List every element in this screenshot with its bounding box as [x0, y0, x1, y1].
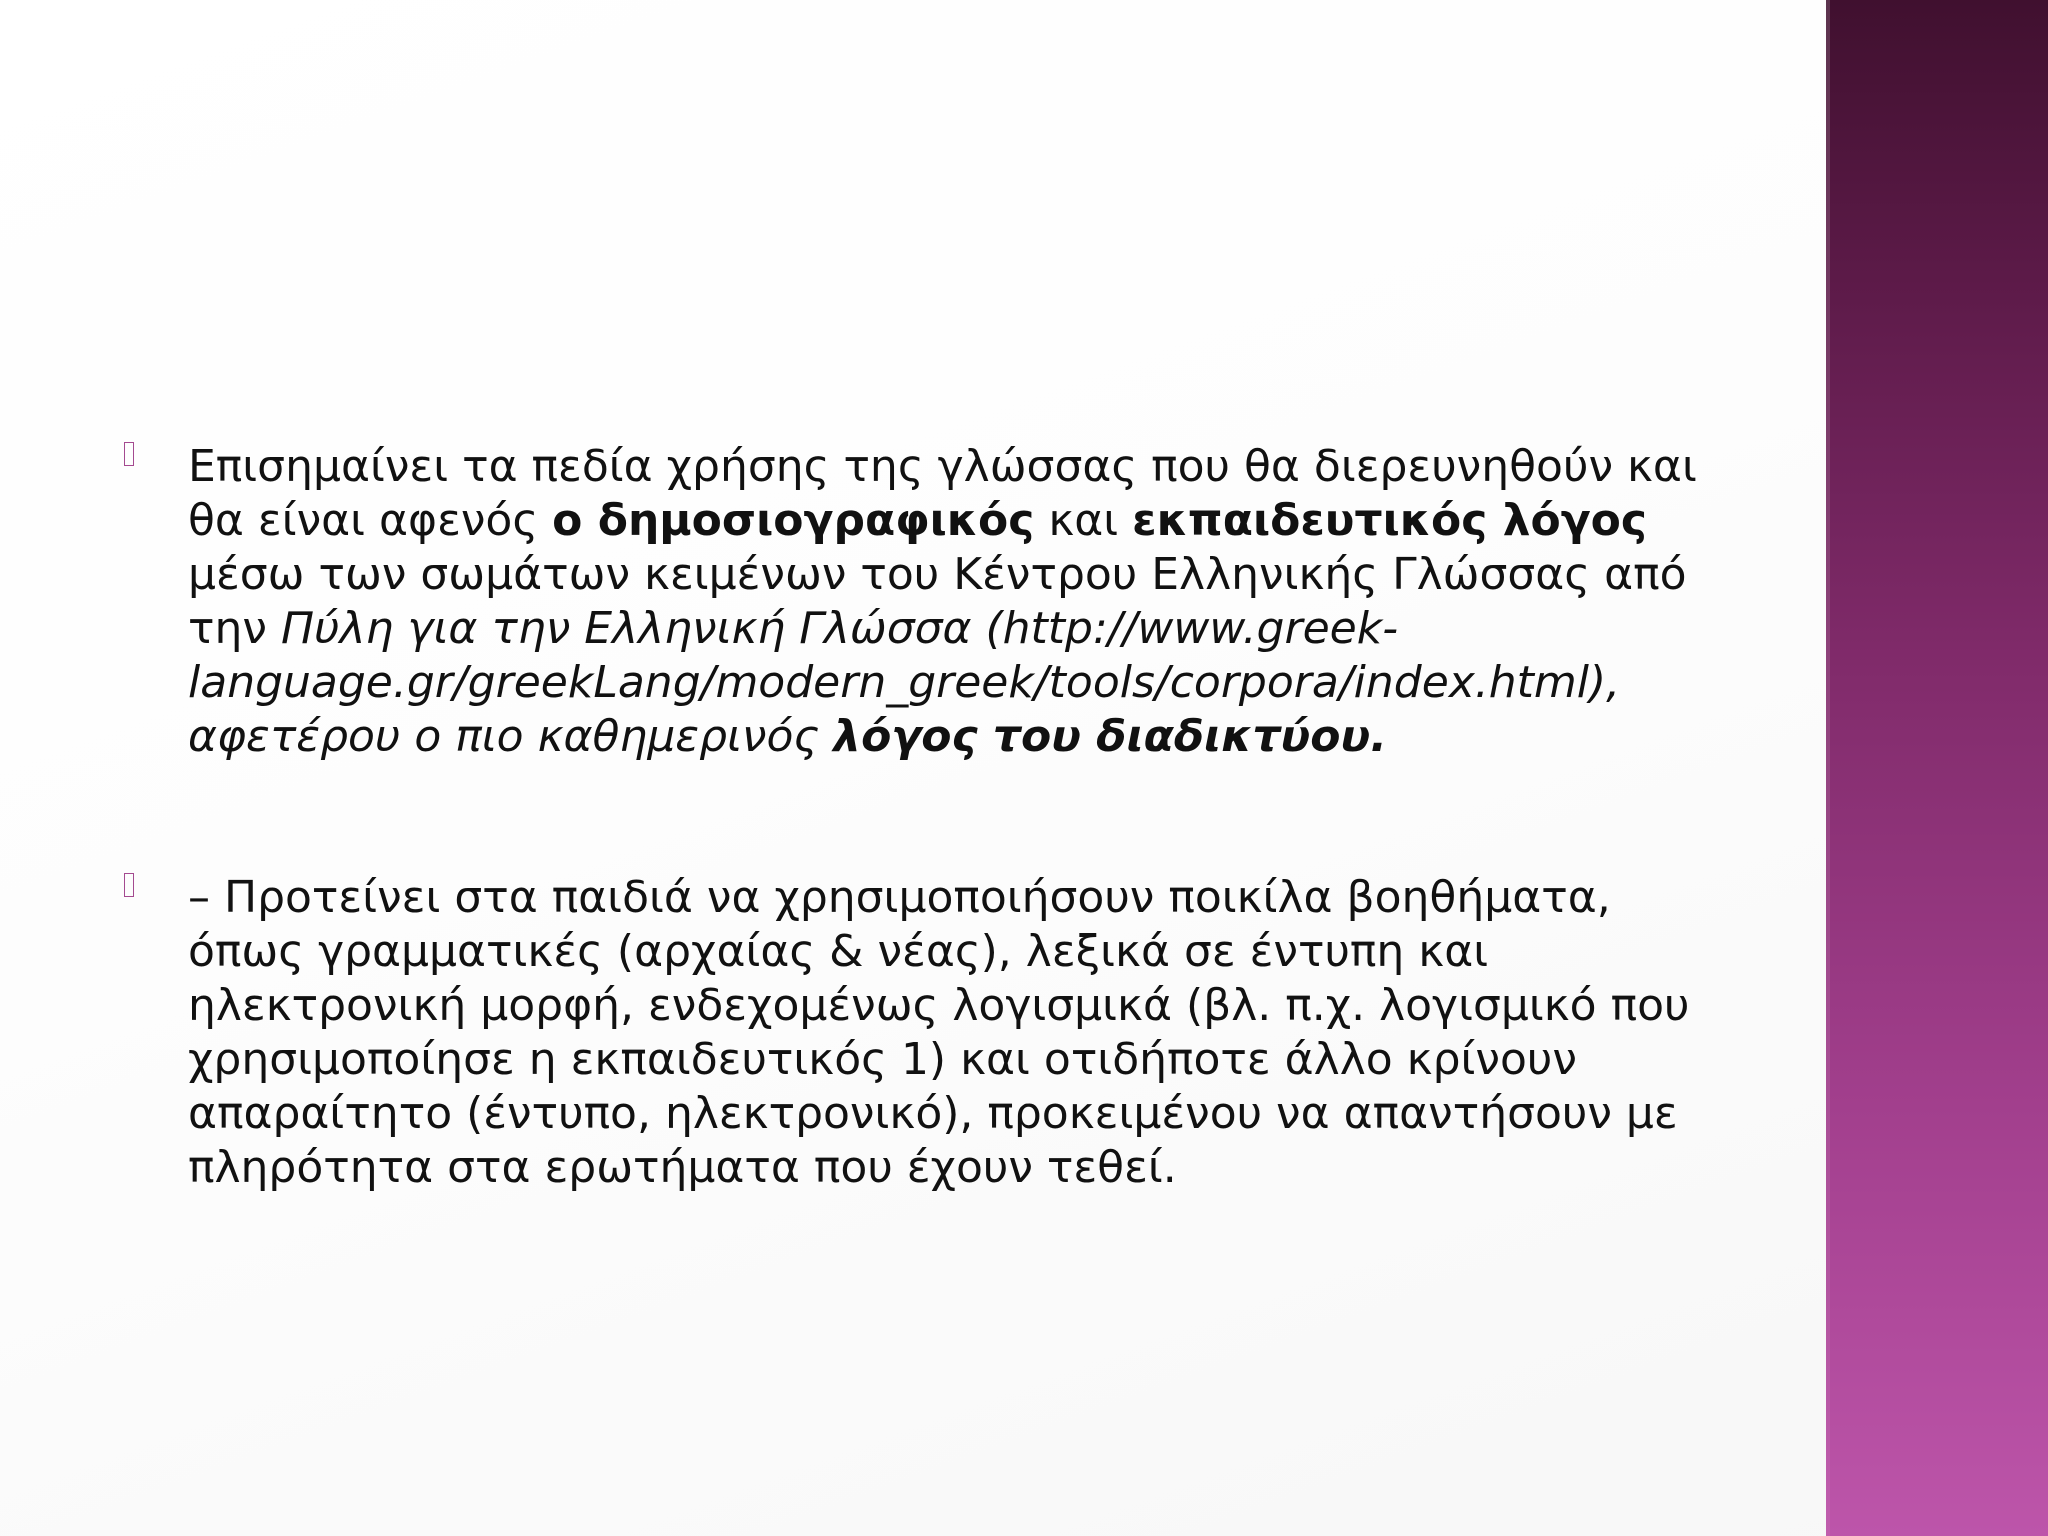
bullet-square-icon	[124, 873, 134, 897]
paragraph-1-text-2: και	[1034, 495, 1133, 546]
paragraph-1-bold-journalistic: ο δημοσιογραφικός	[552, 495, 1035, 546]
paragraph-1-italic-portal-link: Πύλη για την Ελληνική Γλώσσα (http://www.greek-language.gr/greekLang/modern_greek/tools/corpora/index.html), αφετέρου ο πιο καθημερινός	[188, 603, 1621, 762]
bullet-paragraph-1	[120, 440, 1720, 764]
paragraph-1-final-period: .	[1370, 711, 1387, 762]
paragraph-1-bold-internet-discourse: λόγος του διαδικτύου	[833, 711, 1371, 762]
side-bar-edge	[1826, 0, 1830, 1536]
bullet-square-icon	[124, 442, 134, 466]
paragraph-1-text-1: Επισημαίνει τα πεδία χρήσης της γλώσσας που θα διερευνηθούν και θα είναι αφενός	[188, 441, 1697, 546]
slide-content	[120, 440, 1720, 1195]
decorative-side-bar	[1826, 0, 2048, 1536]
bullet-paragraph-2	[120, 871, 1720, 1195]
paragraph-1-bold-educational: εκπαιδευτικός λόγος	[1132, 495, 1647, 546]
paragraph-2-text: – Προτείνει στα παιδιά να χρησιμοποιήσουν ποικίλα βοηθήματα, όπως γραμματικές (αρχαίας & νέας), λεξικά σε έντυπη και ηλεκτρονική μορφή, ενδεχομένως λογισμικά (βλ. π.χ. λογισμικό που χρησιμοποίησε η εκπαιδευτικός 1) και οτιδήποτε άλλο κρίνουν απαραίτητο (έντυπο, ηλεκτρονικό), προκειμένου να απαντήσουν με πληρότητα στα ερωτήματα που έχουν τεθεί.	[188, 872, 1690, 1193]
paragraph-1-text-3: μέσω των σωμάτων κειμένων του Κέντρου Ελληνικής Γλώσσας από την	[188, 549, 1687, 654]
